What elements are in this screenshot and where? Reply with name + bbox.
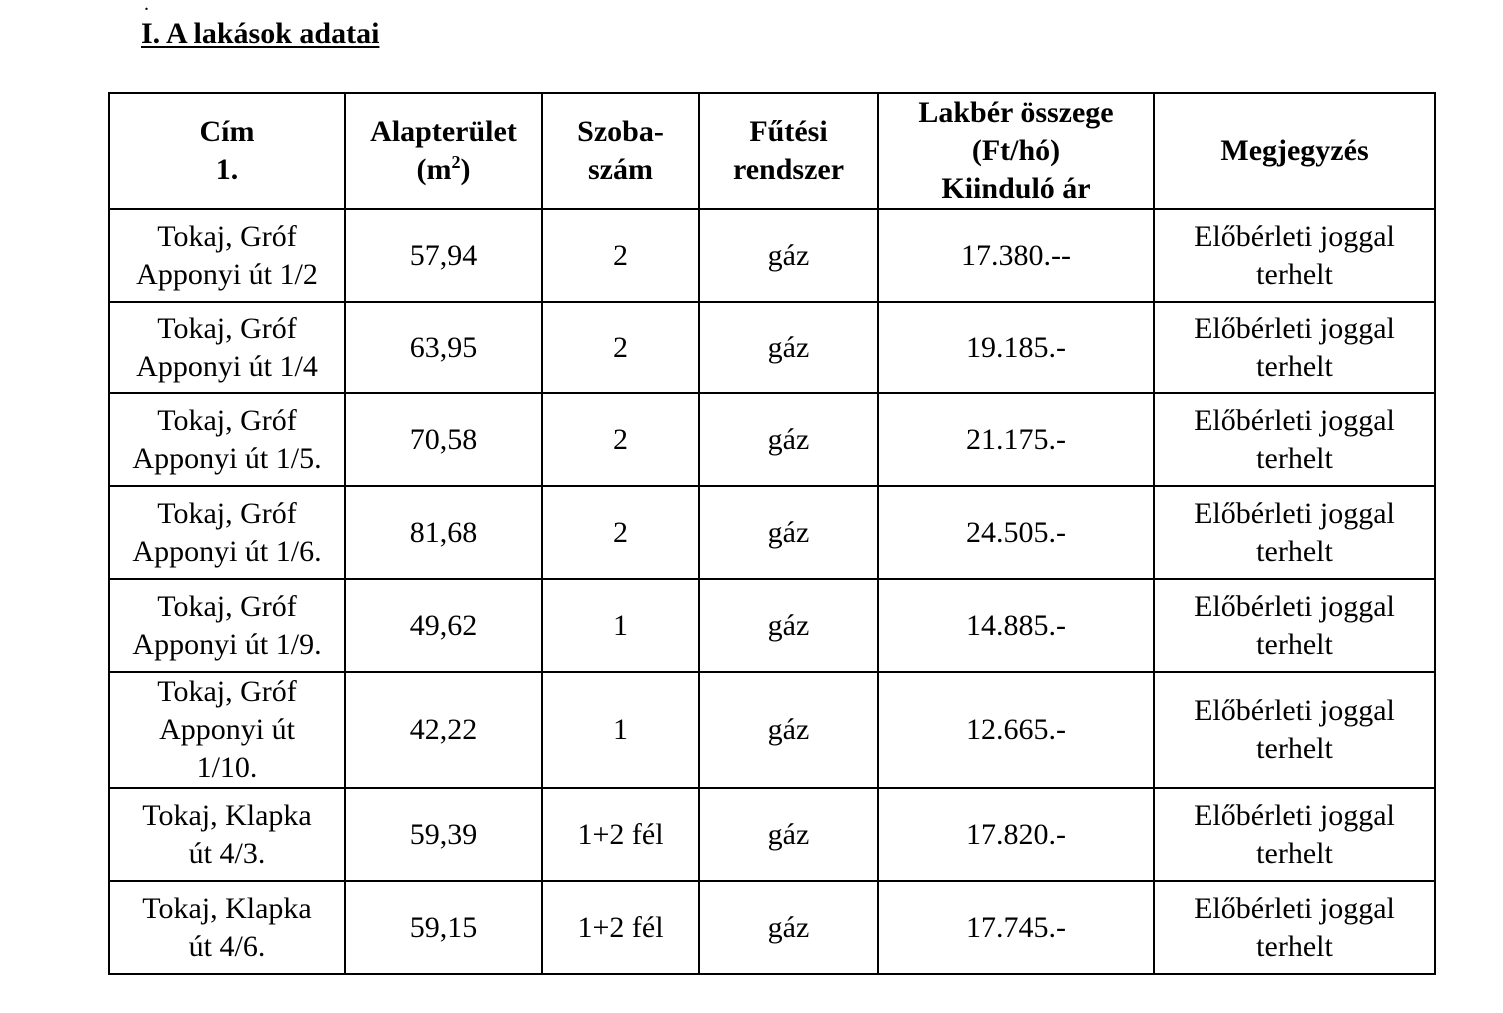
table-header-row — [109, 93, 1435, 209]
cell-lakber: 17.380.-- — [878, 209, 1154, 302]
table-row — [109, 302, 1435, 393]
cell-lakber: 21.175.- — [878, 393, 1154, 486]
header-alapterulet — [345, 93, 542, 209]
note-line: Előbérleti joggal — [1194, 798, 1395, 832]
header-futes-line: Fűtési — [749, 115, 828, 148]
cim-line: út 4/3. — [188, 836, 266, 870]
header-cim-line: 1. — [215, 153, 239, 186]
cell-lakber: 19.185.- — [878, 302, 1154, 393]
cim-line: 1/10. — [196, 751, 258, 784]
cell-megjegyzes — [1154, 393, 1435, 486]
header-megjegyzes — [1154, 93, 1435, 209]
table-row — [109, 788, 1435, 881]
header-lakber — [878, 93, 1154, 209]
cell-cim — [109, 486, 345, 579]
header-szobaszam-line: Szoba- — [577, 115, 664, 148]
cell-futes: gáz — [699, 788, 878, 881]
note-line: Előbérleti joggal — [1194, 219, 1395, 253]
note-line: Előbérleti joggal — [1194, 311, 1395, 345]
cell-szobaszam: 1 — [542, 672, 699, 788]
cell-szobaszam: 1 — [542, 579, 699, 672]
cim-line: Apponyi út — [159, 713, 295, 746]
cim-line: Apponyi út 1/5. — [132, 441, 322, 475]
table-row — [109, 881, 1435, 974]
note-line: terhelt — [1256, 257, 1333, 291]
cell-szobaszam: 1+2 fél — [542, 788, 699, 881]
section-heading: I. A lakások adatai — [141, 17, 380, 50]
note-line: terhelt — [1256, 732, 1333, 765]
cell-megjegyzes — [1154, 302, 1435, 393]
note-line: Előbérleti joggal — [1194, 694, 1395, 727]
note-line: Előbérleti joggal — [1194, 589, 1395, 623]
unit-close: ) — [460, 153, 471, 186]
cell-szobaszam: 2 — [542, 302, 699, 393]
note-line: terhelt — [1256, 929, 1333, 963]
cell-megjegyzes — [1154, 672, 1435, 788]
unit-exponent: 2 — [451, 152, 461, 172]
header-megjegyzes-line: Megjegyzés — [1220, 134, 1369, 167]
cim-line: Tokaj, Gróf — [157, 589, 297, 623]
header-lakber-line: Kiinduló ár — [941, 172, 1091, 205]
cell-lakber: 17.745.- — [878, 881, 1154, 974]
cell-cim — [109, 579, 345, 672]
note-line: terhelt — [1256, 627, 1333, 661]
header-szobaszam — [542, 93, 699, 209]
cell-alapterulet: 49,62 — [345, 579, 542, 672]
cell-lakber: 12.665.- — [878, 672, 1154, 788]
cell-alapterulet: 81,68 — [345, 486, 542, 579]
note-line: Előbérleti joggal — [1194, 403, 1395, 437]
cell-szobaszam: 2 — [542, 486, 699, 579]
note-line: terhelt — [1256, 836, 1333, 870]
cell-alapterulet: 42,22 — [345, 672, 542, 788]
table-row — [109, 672, 1435, 788]
header-futes-line: rendszer — [732, 153, 845, 186]
cim-line: Tokaj, Gróf — [157, 675, 297, 708]
cim-line: Apponyi út 1/4 — [136, 349, 318, 383]
apartments-table — [108, 92, 1436, 975]
cell-cim — [109, 881, 345, 974]
cell-megjegyzes — [1154, 788, 1435, 881]
cell-futes: gáz — [699, 302, 878, 393]
header-alapterulet-unit — [350, 151, 537, 189]
cell-futes: gáz — [699, 393, 878, 486]
cim-line: Tokaj, Klapka — [142, 891, 312, 925]
header-lakber-line: (Ft/hó) — [971, 134, 1061, 167]
stray-mark: . — [144, 0, 149, 15]
table-row — [109, 393, 1435, 486]
cell-cim — [109, 209, 345, 302]
cell-alapterulet: 63,95 — [345, 302, 542, 393]
cell-futes: gáz — [699, 486, 878, 579]
note-line: terhelt — [1256, 349, 1333, 383]
cell-cim — [109, 302, 345, 393]
cell-megjegyzes — [1154, 881, 1435, 974]
cell-futes: gáz — [699, 881, 878, 974]
cell-cim — [109, 788, 345, 881]
cim-line: út 4/6. — [188, 929, 266, 963]
header-futes — [699, 93, 878, 209]
note-line: terhelt — [1256, 441, 1333, 475]
table-row — [109, 579, 1435, 672]
header-cim — [109, 93, 345, 209]
cell-megjegyzes — [1154, 579, 1435, 672]
cell-szobaszam: 1+2 fél — [542, 881, 699, 974]
cim-line: Tokaj, Gróf — [157, 403, 297, 437]
cell-alapterulet: 57,94 — [345, 209, 542, 302]
cim-line: Apponyi út 1/6. — [132, 534, 322, 568]
cell-futes: gáz — [699, 579, 878, 672]
header-alapterulet-line: Alapterület — [370, 115, 517, 148]
cell-lakber: 24.505.- — [878, 486, 1154, 579]
cim-line: Apponyi út 1/9. — [132, 627, 322, 661]
cell-futes: gáz — [699, 209, 878, 302]
table-row — [109, 486, 1435, 579]
note-line: terhelt — [1256, 534, 1333, 568]
cim-line: Tokaj, Klapka — [142, 798, 312, 832]
cell-futes: gáz — [699, 672, 878, 788]
cim-line: Tokaj, Gróf — [157, 219, 297, 253]
cell-lakber: 17.820.- — [878, 788, 1154, 881]
header-cim-line: Cím — [199, 115, 255, 148]
header-szobaszam-line: szám — [588, 153, 653, 186]
cell-cim — [109, 672, 345, 788]
table-row — [109, 209, 1435, 302]
note-line: Előbérleti joggal — [1194, 891, 1395, 925]
cell-alapterulet: 59,39 — [345, 788, 542, 881]
unit-open: (m — [416, 153, 452, 186]
cell-szobaszam: 2 — [542, 393, 699, 486]
cim-line: Tokaj, Gróf — [157, 496, 297, 530]
cell-cim — [109, 393, 345, 486]
cell-megjegyzes — [1154, 486, 1435, 579]
cell-alapterulet: 59,15 — [345, 881, 542, 974]
note-line: Előbérleti joggal — [1194, 496, 1395, 530]
cell-lakber: 14.885.- — [878, 579, 1154, 672]
cell-szobaszam: 2 — [542, 209, 699, 302]
header-lakber-line: Lakbér összege — [918, 96, 1114, 129]
cell-alapterulet: 70,58 — [345, 393, 542, 486]
cim-line: Apponyi út 1/2 — [136, 257, 318, 291]
cim-line: Tokaj, Gróf — [157, 311, 297, 345]
cell-megjegyzes — [1154, 209, 1435, 302]
